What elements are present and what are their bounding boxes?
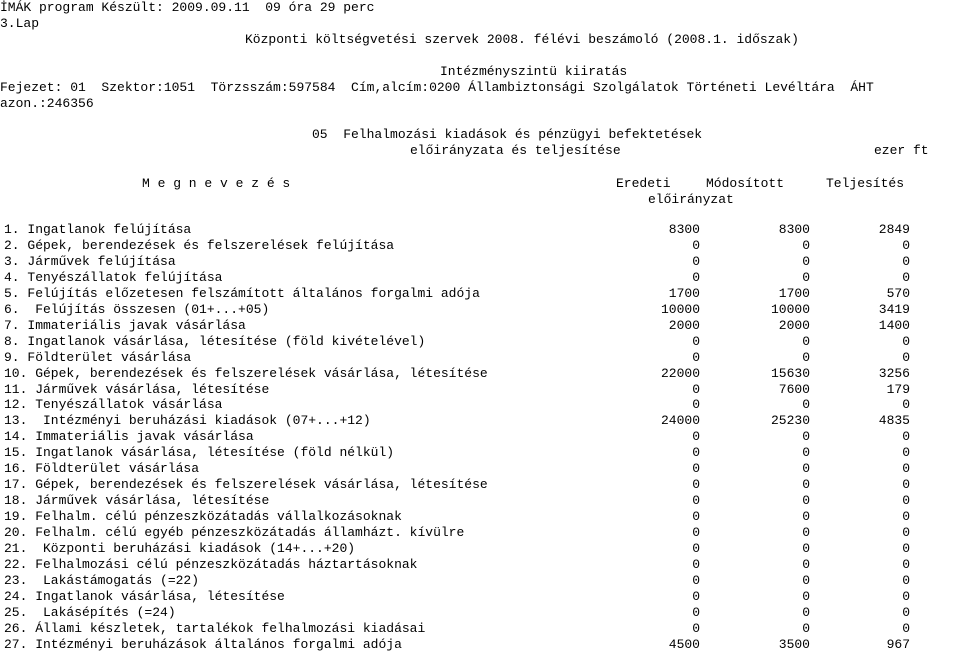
row-performance-value: 4835 <box>878 413 910 429</box>
table-row <box>0 477 960 493</box>
row-original-value: 0 <box>692 253 700 269</box>
row-label: 12. Tenyészállatok vásárlása <box>4 397 223 413</box>
table-row <box>0 573 960 589</box>
table-row <box>0 605 960 621</box>
row-original-value: 0 <box>692 620 700 636</box>
row-modified-value: 0 <box>802 477 810 493</box>
table-row <box>0 270 960 286</box>
row-label: 27. Intézményi beruházások általános forgalmi adója <box>4 636 402 652</box>
table-row <box>0 286 960 302</box>
column-header-performance: Teljesítés <box>826 176 905 191</box>
section-title: 05 Felhalmozási kiadások és pénzügyi befektetések <box>312 127 703 142</box>
row-modified-value: 0 <box>802 557 810 572</box>
row-performance-value: 179 <box>886 381 910 397</box>
table-row <box>0 222 960 238</box>
row-modified-value: 0 <box>802 333 810 349</box>
row-performance-value: 1400 <box>878 317 910 333</box>
row-label: 26. Állami készletek, tartalékok felhalmozási kiadásai <box>4 620 426 636</box>
column-header-modified: Módosított <box>706 176 785 191</box>
row-label: 4. Tenyészállatok felújítása <box>4 269 223 285</box>
table-row <box>0 302 960 318</box>
row-original-value: 0 <box>692 493 700 509</box>
row-label: 14. Immateriális javak vásárlása <box>4 429 254 445</box>
row-original-value: 10000 <box>660 301 700 317</box>
table-row <box>0 397 960 413</box>
row-modified-value: 0 <box>802 349 810 365</box>
row-modified-value: 0 <box>802 604 810 620</box>
row-label: 1. Ingatlanok felújítása <box>4 222 192 237</box>
row-label: 8. Ingatlanok vásárlása, létesítése (föld kivételével) <box>4 333 426 349</box>
row-modified-value: 0 <box>802 620 810 636</box>
row-original-value: 0 <box>692 572 700 588</box>
row-performance-value: 2849 <box>878 222 910 237</box>
row-modified-value: 1700 <box>778 285 810 301</box>
row-original-value: 0 <box>692 525 700 540</box>
row-modified-value: 0 <box>802 572 810 588</box>
table-row <box>0 557 960 573</box>
row-original-value: 0 <box>692 604 700 620</box>
row-performance-value: 0 <box>902 477 910 493</box>
row-performance-value: 0 <box>902 525 910 540</box>
table-row <box>0 637 960 653</box>
row-modified-value: 0 <box>802 429 810 445</box>
row-performance-value: 0 <box>902 333 910 349</box>
table-row <box>0 525 960 541</box>
row-label: 7. Immateriális javak vásárlása <box>4 317 246 333</box>
institution-line: Fejezet: 01 Szektor:1051 Törzsszám:597584 Cím,alcím:0200 Állambiztonsági Szolgálatok Történeti Levéltára ÁHT <box>0 80 874 95</box>
table-row <box>0 382 960 398</box>
row-label: 22. Felhalmozási célú pénzeszközátadás háztartásoknak <box>4 557 418 572</box>
row-modified-value: 0 <box>802 397 810 413</box>
row-performance-value: 0 <box>902 557 910 572</box>
row-performance-value: 0 <box>902 445 910 461</box>
row-modified-value: 0 <box>802 541 810 556</box>
table-row <box>0 461 960 477</box>
row-performance-value: 0 <box>902 429 910 445</box>
row-performance-value: 0 <box>902 541 910 556</box>
row-modified-value: 25230 <box>770 413 810 429</box>
row-modified-value: 10000 <box>770 301 810 317</box>
row-original-value: 0 <box>692 349 700 365</box>
row-label: 19. Felhalm. célú pénzeszközátadás vállalkozásoknak <box>4 509 402 525</box>
row-performance-value: 3256 <box>878 365 910 381</box>
table-row <box>0 621 960 637</box>
row-original-value: 0 <box>692 461 700 477</box>
row-performance-value: 0 <box>902 588 910 604</box>
row-modified-value: 0 <box>802 525 810 540</box>
row-original-value: 2000 <box>668 317 700 333</box>
row-label: 6. Felújítás összesen (01+...+05) <box>4 301 270 317</box>
row-label: 17. Gépek, berendezések és felszerelések vásárlása, létesítése <box>4 477 488 493</box>
row-modified-value: 0 <box>802 237 810 253</box>
table-row <box>0 334 960 350</box>
row-label: 5. Felújítás előzetesen felszámított általános forgalmi adója <box>4 285 480 301</box>
row-original-value: 0 <box>692 237 700 253</box>
section-subtitle: előirányzata és teljesítése <box>410 143 621 158</box>
row-modified-value: 0 <box>802 588 810 604</box>
table-row <box>0 429 960 445</box>
program-line: İMÁK program Készült: 2009.09.11 09 óra 29 perc <box>0 0 375 15</box>
row-modified-value: 0 <box>802 253 810 269</box>
row-modified-value: 3500 <box>778 636 810 652</box>
row-performance-value: 0 <box>902 620 910 636</box>
row-original-value: 0 <box>692 429 700 445</box>
row-performance-value: 3419 <box>878 301 910 317</box>
row-performance-value: 0 <box>902 237 910 253</box>
unit-label: ezer ft <box>874 143 929 158</box>
row-original-value: 0 <box>692 445 700 461</box>
row-performance-value: 0 <box>902 397 910 413</box>
row-performance-value: 0 <box>902 509 910 525</box>
row-label: 10. Gépek, berendezések és felszerelések vásárlása, létesítése <box>4 365 488 381</box>
table-row <box>0 413 960 429</box>
azon-line: azon.:246356 <box>0 96 94 111</box>
row-label: 16. Földterület vásárlása <box>4 461 200 477</box>
row-performance-value: 0 <box>902 349 910 365</box>
row-original-value: 22000 <box>660 365 700 381</box>
row-original-value: 0 <box>692 269 700 285</box>
row-original-value: 4500 <box>668 636 700 652</box>
row-original-value: 1700 <box>668 285 700 301</box>
row-modified-value: 7600 <box>778 381 810 397</box>
row-label: 2. Gépek, berendezések és felszerelések felújítása <box>4 237 395 253</box>
row-label: 20. Felhalm. célú egyéb pénzeszközátadás államházt. kívülre <box>4 525 465 540</box>
row-modified-value: 15630 <box>770 365 810 381</box>
row-label: 3. Járművek felújítása <box>4 253 176 269</box>
row-label: 23. Lakástámogatás (=22) <box>4 572 200 588</box>
row-modified-value: 0 <box>802 493 810 509</box>
row-performance-value: 967 <box>886 636 910 652</box>
row-modified-value: 8300 <box>778 222 810 237</box>
table-row <box>0 238 960 254</box>
row-modified-value: 2000 <box>778 317 810 333</box>
row-label: 13. Intézményi beruházási kiadások (07+...+12) <box>4 413 371 429</box>
row-original-value: 0 <box>692 477 700 493</box>
row-original-value: 0 <box>692 333 700 349</box>
row-performance-value: 0 <box>902 269 910 285</box>
row-label: 25. Lakásépítés (=24) <box>4 604 176 620</box>
row-performance-value: 0 <box>902 253 910 269</box>
row-label: 15. Ingatlanok vásárlása, létesítése (föld nélkül) <box>4 445 395 461</box>
report-level: Intézményszintü kiiratás <box>440 64 628 79</box>
row-label: 18. Járművek vásárlása, létesítése <box>4 493 270 509</box>
row-modified-value: 0 <box>802 461 810 477</box>
table-row <box>0 509 960 525</box>
row-original-value: 0 <box>692 381 700 397</box>
row-original-value: 0 <box>692 588 700 604</box>
row-original-value: 24000 <box>660 413 700 429</box>
row-original-value: 8300 <box>668 222 700 237</box>
row-performance-value: 0 <box>902 604 910 620</box>
row-original-value: 0 <box>692 397 700 413</box>
row-performance-value: 0 <box>902 493 910 509</box>
table-row <box>0 589 960 605</box>
row-label: 9. Földterület vásárlása <box>4 349 192 365</box>
row-label: 11. Járművek vásárlása, létesítése <box>4 381 270 397</box>
row-original-value: 0 <box>692 541 700 556</box>
row-original-value: 0 <box>692 557 700 572</box>
table-row <box>0 350 960 366</box>
row-modified-value: 0 <box>802 445 810 461</box>
row-performance-value: 570 <box>886 285 910 301</box>
column-header-original: Eredeti <box>616 176 671 191</box>
row-modified-value: 0 <box>802 509 810 525</box>
table-row <box>0 445 960 461</box>
row-performance-value: 0 <box>902 572 910 588</box>
table-row <box>0 318 960 334</box>
table-row <box>0 366 960 382</box>
row-performance-value: 0 <box>902 461 910 477</box>
table-row <box>0 541 960 557</box>
table-row <box>0 254 960 270</box>
row-original-value: 0 <box>692 509 700 525</box>
page-number: 3.Lap <box>0 16 40 31</box>
table-row <box>0 493 960 509</box>
column-subheader: előirányzat <box>648 192 734 207</box>
row-label: 24. Ingatlanok vásárlása, létesítése <box>4 588 285 604</box>
row-label: 21. Központi beruházási kiadások (14+...+20) <box>4 541 356 556</box>
report-title: Központi költségvetési szervek 2008. félévi beszámoló (2008.1. időszak) <box>245 32 799 47</box>
row-modified-value: 0 <box>802 269 810 285</box>
column-header-name: M e g n e v e z é s <box>142 176 291 191</box>
